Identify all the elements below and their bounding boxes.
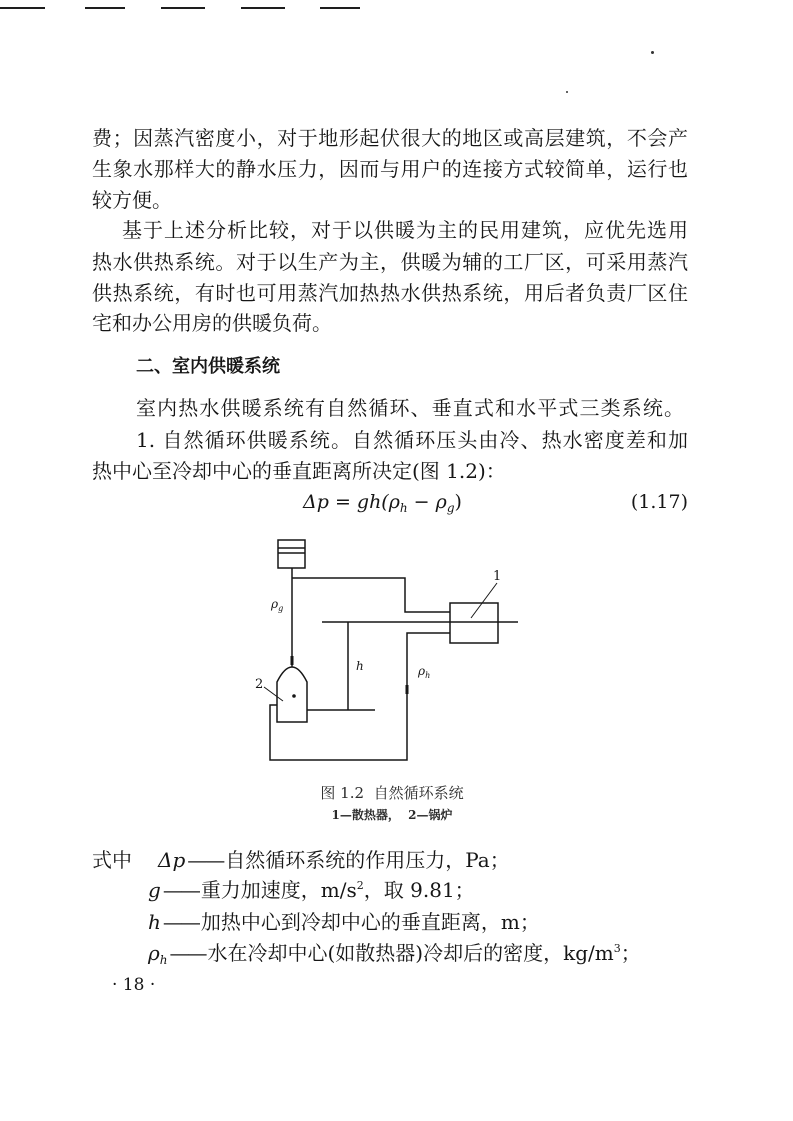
radiator bbox=[450, 603, 498, 643]
figure-legend: 1—散热器， 2—锅炉 bbox=[331, 808, 453, 822]
equation-rho-2-subscript: g bbox=[446, 501, 455, 515]
definition-text: 加热中心到冷却中心的垂直距离，m； bbox=[200, 910, 540, 934]
rho-supply-symbol: ρ bbox=[271, 597, 279, 611]
paragraph-line: 宅和办公用房的供暖负荷。 bbox=[92, 311, 332, 335]
definition-text-tail: ； bbox=[620, 941, 641, 965]
rho-return-symbol: ρ bbox=[418, 664, 426, 678]
paragraph-line: 热中心至冷却中心的垂直距离所决定(图 1.2)： bbox=[92, 459, 506, 483]
boiler bbox=[277, 667, 307, 722]
equation-rho-1-subscript: h bbox=[399, 501, 408, 515]
equation bbox=[303, 490, 462, 514]
equation-close: ) bbox=[454, 491, 462, 513]
scan-artifact-line bbox=[320, 7, 360, 9]
figure-caption: 图 1.2 自然循环系统 bbox=[320, 784, 464, 802]
equation-equals: = bbox=[334, 491, 351, 513]
definition-row bbox=[148, 941, 641, 965]
scan-artifact-line bbox=[161, 7, 205, 9]
height-label: h bbox=[356, 659, 364, 673]
definition-symbol: g bbox=[148, 878, 161, 902]
definition-superscript: 2 bbox=[356, 879, 364, 892]
definition-text: 自然循环系统的作用压力，Pa； bbox=[225, 848, 510, 872]
equation-rho-2: ρ bbox=[435, 491, 447, 513]
section-heading: 二、室内供暖系统 bbox=[136, 356, 280, 377]
definition-dash: —— bbox=[162, 910, 199, 934]
page-number: · 18 · bbox=[112, 975, 156, 995]
paragraph-line: 基于上述分析比较，对于以供暖为主的民用建筑，应优先选用 bbox=[122, 218, 688, 242]
paragraph-line: 热水供热系统。对于以生产为主，供暖为辅的工厂区，可采用蒸汽 bbox=[92, 250, 688, 274]
definition-symbol: h bbox=[148, 910, 161, 934]
definition-text: 水在冷却中心(如散热器)冷却后的密度，kg/m bbox=[207, 941, 614, 965]
expansion-tank bbox=[278, 540, 305, 568]
definition-dash: —— bbox=[187, 848, 224, 872]
paragraph-line: 供热系统，有时也可用蒸汽加热热水供热系统，用后者负责厂区住 bbox=[92, 281, 688, 305]
equation-number: (1.17) bbox=[630, 491, 688, 513]
definition-symbol: ρ bbox=[148, 941, 160, 965]
definition-dash: —— bbox=[169, 941, 206, 965]
definition-row bbox=[158, 848, 510, 872]
rho-return-subscript: h bbox=[425, 671, 431, 680]
radiator-leader-line bbox=[471, 583, 497, 618]
definition-superscript: 3 bbox=[613, 942, 621, 955]
equation-factor: gh( bbox=[356, 491, 389, 513]
scan-artifact-dot bbox=[566, 91, 568, 93]
scan-artifact-line bbox=[241, 7, 285, 9]
boiler-leader-line bbox=[264, 687, 283, 701]
supply-main bbox=[292, 578, 450, 612]
definition-dash: —— bbox=[162, 878, 199, 902]
rho-return-label bbox=[417, 664, 430, 680]
definition-symbol: Δp bbox=[158, 848, 186, 872]
definition-row bbox=[148, 878, 475, 902]
equation-rho-1: ρ bbox=[388, 491, 400, 513]
return-pipe bbox=[270, 633, 450, 760]
natural-circulation-diagram bbox=[250, 530, 530, 780]
supply-valve bbox=[291, 656, 294, 665]
definition-symbol-subscript: h bbox=[159, 953, 168, 967]
where-intro: 式中 bbox=[92, 848, 132, 872]
boiler-number-label: 2 bbox=[255, 677, 264, 692]
paragraph-line: 生象水那样大的静水压力，因而与用户的连接方式较简单，运行也 bbox=[92, 157, 688, 181]
equation-minus: − bbox=[413, 491, 430, 513]
paragraph-line: 室内热水供暖系统有自然循环、垂直式和水平式三类系统。 bbox=[136, 396, 684, 420]
scan-artifact-dot bbox=[651, 51, 654, 54]
definition-text-tail: ，取 9.81； bbox=[363, 878, 475, 902]
scan-artifact-line bbox=[85, 7, 125, 9]
equation-lhs: Δp bbox=[303, 491, 329, 513]
return-valve bbox=[406, 685, 409, 694]
paragraph-line: 费；因蒸汽密度小，对于地形起伏很大的地区或高层建筑，不会产 bbox=[92, 126, 688, 150]
definition-text: 重力加速度，m/s bbox=[200, 878, 357, 902]
radiator-number-label: 1 bbox=[493, 569, 502, 584]
rho-supply-label bbox=[270, 597, 283, 613]
paragraph-line: 1. 自然循环供暖系统。自然循环压头由冷、热水密度差和加 bbox=[136, 428, 688, 452]
boiler-burner-dot bbox=[292, 694, 296, 698]
rho-supply-subscript: g bbox=[278, 604, 284, 613]
paragraph-line: 较方便。 bbox=[92, 188, 172, 212]
scan-artifact-line bbox=[0, 7, 45, 9]
definition-row bbox=[148, 910, 540, 934]
